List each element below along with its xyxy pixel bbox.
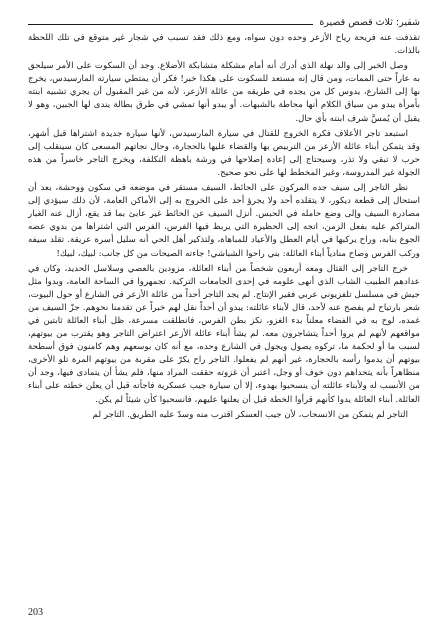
book-page bbox=[28, 10, 420, 630]
page-number: 203 bbox=[28, 607, 43, 618]
running-header-text: شقير: ثلاث قصص قصيرة bbox=[319, 17, 420, 28]
page-body bbox=[28, 32, 420, 422]
paragraph-4: نظر التاجر إلى سيف جده المركون على الحائط، السيف مستقر في موضعه في سكون ووحشة، بعد أن استحال إلى قطعة ديكور، لا يتقلده أحد ولا يجرؤ أحد على الخروج به إلى الأماكن العامة، لأن ذلك سيؤدي إلى مصادرة السيف وإلى وضع حامله في الحبس. أنزل السيف عن الحائط غير عابئ بما قد يقع، أزال عنه الغبار المتراكم عليه بفعل الزمن، اتجه إلى الحظيرة التي يربط فيها الفرس، الفرس التي اشتراها من بدوي عضه الجوع بنابه، وراح يركبها في أيام العطل والأعياد للمباهاة، ولتذكير أهل الحي أنه سليل أسرة عريقة. تقلد سيفه وركب الفرس وصاح منادياً أبناء العائلة: بني راحوا الشباشي! جاءته الصيحات من كل جانب: لبيك، لبيك! bbox=[28, 183, 420, 259]
paragraph-6: التاجر لم يتمكن من الانسحاب، لأن جيب العسكر اقترب منه وسدّ عليه الطريق. التاجر لم bbox=[92, 409, 408, 420]
paragraph-5: خرج التاجر إلى القتال ومعه أربعون شخصاً من أبناء العائلة، مزودين بالعصي وسلاسل الحديد، وكان في عدادهم الطبيب الشاب الذي أنهى علومه في إحدى الجامعات التركية. تجمهروا في الساحة العامة، وبدوا مثل جيش في مسلسل تلفزيوني عربي فقير الإنتاج. لم يجد التاجر أحداً من عائلة الأزعر في الشارع أو حول البيوت، شعر بارتياح لم يفصح عنه لأحد، قال لأبناء عائلته: يبدو أن أحداً نقل لهم خبراً عن تقدمنا نحوهم. جزّ السيف من غمده، لوح به في الفضاء معلناً بدء الغزو، نكز بطن الفرس، فانطلقت مسرعة، ظل أبناء العائلة ثابتين في مواقعهم لأنهم لم يروا أحداً يتشاجرون معه. لم يشأ أبناء عائلة الأزعر اعتراض التاجر وهو يقترب من بيوتهم، لسبب ما أو لحكمة ما، تركوه يصول ويجول في الشارع وحده، مع أنه كان بوسعهم وهم كامنون فوق أسطحة بيوتهم أن يدموا رأسه بالحجارة، غير أنهم لم يفعلوا. التاجر راح يكرّ على مقربة من بيوتهم المرة تلو الأخرى، منظاهراً بأنه يتحداهم دون خوف أو وجل، اعتبر أن غزوته حققت المراد منها، فلم يشأ أن يتمادى فيها، وجد أن من الأنسب له ولأبناء عائلته أن ينسحبوا بهدوء، إلا أن سيارة جيب عسكرية فاجأته قبل أن يعلن خطته على أبناء العائلة. أبناء العائلة يدوا كأنهم قرأوا الخطة قبل أن يعلنها عليهم، فانسحبوا كأن شيئاً لم يكن. bbox=[28, 263, 420, 405]
paragraph-3: استبعد تاجر الأعلاف فكرة الخروج للقتال في سيارة المارسيدس، لأنها سيارة جديدة اشتراها قبل أشهر، وقد يتمكن أبناء عائلة الأزعر من التربيص بها والقضاء عليها بالحجارة، وحال نجاتهم المسعى كان سينقلب إلى حرب لا تبقي ولا تذر، وسيحتاج إلى إعادة إصلاحها في ورشة باهظة التكلفة، ويخرج التاجر خاسراً من هذه الجولة غير المدروسة، وغير المخطط لها على نحو صحيح. bbox=[28, 128, 420, 178]
paragraph-2: وصل الخبر إلى والد نهلة الذي أدرك أنه أمام مشكلة متشابكة الأضلاع. وجد أن السكوت على الأمر سيلحق به عاراً حتى الممات، ومن قال إنه مستعد للسكوت على هكذا خبر! فكر أن يمتطي سيارته المارسيدس، يخرج بها إلى الشارع، يدوس كل من يجده في طريقه من عائلة الأزعر، لأنه من غير المقبول أن يجري تشبيه ابنته بأمرأة يبدو من سياق الكلام أنها محاطة بالشبهات. أو يبدو أنها تمشي في طرق بطالة يندى لها الجبين، وهو لا يقبل أن يُمسَّ شرف ابنته بأي حال. bbox=[28, 61, 420, 124]
paragraph-1: تقذفت عنه فريحة رياح الأزعر وحده دون سواه، ومع ذلك فقد تسبب في شجار غير متوقع في تلك اللحظة بالذات. bbox=[28, 33, 420, 57]
header-rule bbox=[28, 24, 313, 25]
running-header bbox=[28, 10, 420, 28]
